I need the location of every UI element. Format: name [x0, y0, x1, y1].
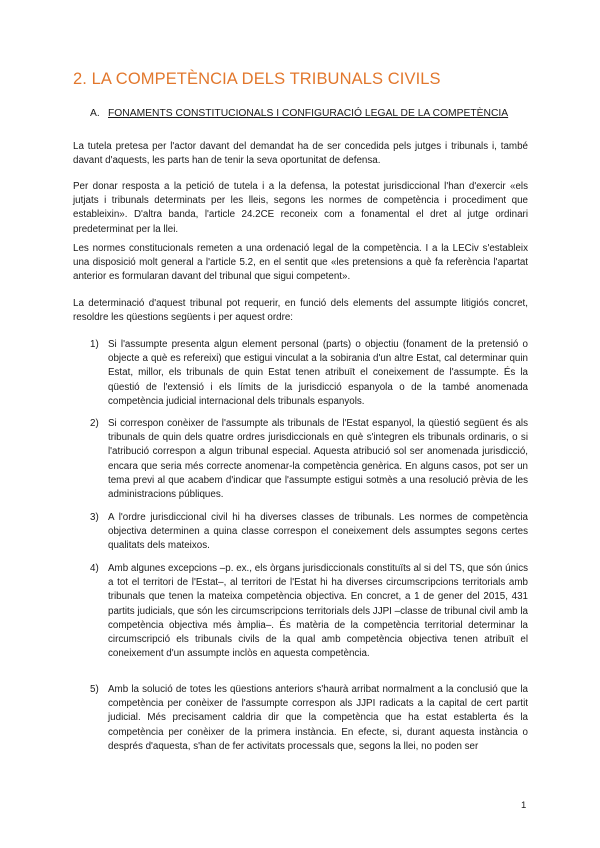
subtitle-letter: A.: [90, 108, 100, 119]
paragraph-3: Les normes constitucionals remeten a una ordenació legal de la competència. I a la LECiv s'estableix una disposició molt general a l'article 5.2, en el sentit que «les pretensions a què fa referència l'apartat anterior es formularan davant del tribunal que sigui competent».: [73, 243, 528, 283]
paragraph-1: La tutela pretesa per l'actor davant del demandat ha de ser concedida pels jutges i tribunals i, també davant d'aquests, les parts han de tenir la seva oportunitat de defensa.: [73, 141, 528, 167]
paragraph-4: La determinació d'aquest tribunal pot requerir, en funció dels elements del assumpte litigiós concret, resoldre les qüestions següents i per aquest ordre:: [73, 298, 528, 324]
list-item-2: [73, 417, 528, 502]
list-item-text: A l'ordre jurisdiccional civil hi ha diverses classes de tribunals. Les normes de competència objectiva determinen a quina classe correspon el coneixement dels assumptes segons certes qualitats dels mateixos.: [108, 512, 528, 552]
list-item-number: 3): [90, 512, 99, 523]
list-item-number: 2): [90, 418, 99, 429]
list-item-text: Amb algunes excepcions –p. ex., els òrgans jurisdiccionals constituïts al si del TS, que són únics a tot el territori de l'Estat–, al territori de l'Estat hi ha diverses circumscripcions territorials amb tribunals que tenen la mateixa competència objectiva. En concret, a 1 de gener del 2015, 431 partits judicials, que són les circumscripcions territorials dels JJPI –classe de tribunal civil amb la competència objectiva més àmplia–. És matèria de la competència territorial determinar la circumscripció els tribunals civils de la qual amb competència objectiva tenen atribuït el coneixement d'un assumpte inclòs en aquesta competència.: [108, 563, 528, 660]
list-item-3: [73, 511, 528, 554]
list-item-4: [73, 562, 528, 661]
list-item-number: 4): [90, 563, 99, 574]
list-item-text: Si l'assumpte presenta algun element personal (parts) o objectiu (fonament de la pretensió o objecte a què es refereixi) que estigui vinculat a la sobirania d'un altre Estat, cal determinar quin Estat, millor, els tribunals de quin Estat tenen atribuït el coneixement de l'assumpte. És la qüestió de l'extensió i els límits de la jurisdicció espanyola o de la també anomenada competència judicial internacional dels tribunals espanyols.: [108, 339, 528, 407]
list-item-number: 1): [90, 339, 99, 350]
list-item-1: [73, 338, 528, 409]
list-item-text: Amb la solució de totes les qüestions anteriors s'haurà arribat normalment a la conclusió que la competència per conèixer de l'assumpte correspon als JJPI radicats a la capital de cert partit judicial. Més precisament caldria dir que la competència que ha estat establerta és la competència per conèixer de la primera instància. En efecte, si, durant aquesta instància o després d'aquesta, s'han de fer activitats processals que, segons la llei, no poden ser: [108, 684, 528, 752]
subtitle-text: FONAMENTS CONSTITUCIONALS I CONFIGURACIÓ LEGAL DE LA COMPETÈNCIA: [108, 108, 509, 119]
list-item-5: [73, 683, 528, 754]
page-title: 2. LA COMPETÈNCIA DELS TRIBUNALS CIVILS: [73, 70, 441, 88]
paragraph-2: Per donar resposta a la petició de tutela i a la defensa, la potestat jurisdiccional l'han d'exercir «els jutjats i tribunals determinats per les lleis, segons les normes de competència i procediment que estableixin». D'altra banda, l'article 24.2CE reconeix com a fonamental el dret al jutge ordinari predeterminat per la llei.: [73, 181, 528, 235]
list-item-number: 5): [90, 684, 99, 695]
list-item-text: Si correspon conèixer de l'assumpte als tribunals de l'Estat espanyol, la qüestió següent és als tribunals de quin dels quatre ordres jurisdiccionals en què s'integren els tribunals ordinaris, o si l'atribució correspon a algun tribunal especial. Aquesta atribució sol ser anomenada jurisdicció, encara que seria més correcte anomenar-la competència genèrica. En alguns casos, pot ser un tema previ al que acabem d'indicar que l'assumpte estigui sotmès a una resolució prèvia de les administracions públiques.: [108, 418, 528, 501]
page-number: 1: [521, 800, 527, 811]
section-subtitle: [90, 108, 508, 119]
